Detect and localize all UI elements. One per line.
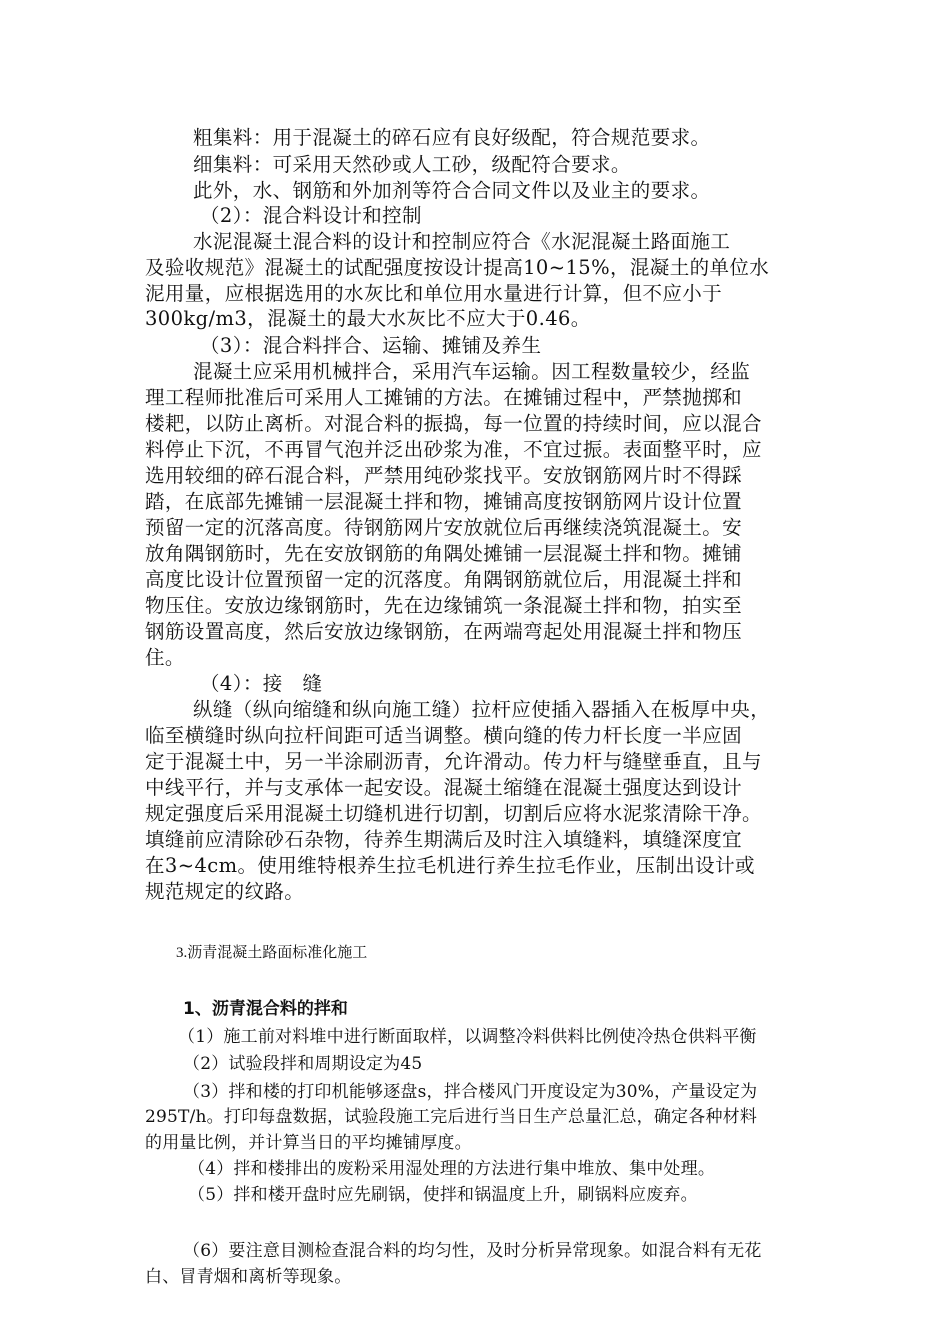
paragraph-line: 的用量比例，并计算当日的平均摊铺厚度。 (145, 1133, 472, 1153)
paragraph-line: 定于混凝土中，另一半涂刷沥青，允许滑动。传力杆与缝壁垂直，且与 (145, 750, 762, 773)
fine-aggregate-line: 细集料：可采用天然砂或人工砂，级配符合要求。 (193, 153, 631, 176)
other-materials-line: 此外，水、钢筋和外加剂等符合合同文件以及业主的要求。 (193, 179, 711, 202)
paragraph-line: 300kg/m3，混凝土的最大水灰比不应大于0.46。 (145, 307, 591, 330)
paragraph-line: （5）拌和楼开盘时应先刷锅，使拌和锅温度上升，刷锅料应废弃。 (188, 1185, 698, 1205)
paragraph-line: 295T/h。打印每盘数据，试验段施工完后进行当日生产总量汇总，确定各种材料 (145, 1107, 758, 1127)
paragraph-line: 纵缝（纵向缩缝和纵向施工缝）拉杆应使插入器插入在板厚中央， (193, 698, 771, 721)
paragraph-line: 泥用量，应根据选用的水灰比和单位用水量进行计算，但不应小于 (145, 282, 723, 305)
paragraph-line: 楼耙，以防止离析。对混合料的振捣，每一位置的持续时间，应以混合 (145, 412, 762, 435)
paragraph-line: （4）拌和楼排出的废粉采用湿处理的方法进行集中堆放、集中处理。 (188, 1159, 716, 1179)
paragraph-line: 物压住。安放边缘钢筋时，先在边缘铺筑一条混凝土拌和物，拍实至 (145, 594, 743, 617)
subheading-joints: （4）：接 缝 (200, 672, 323, 695)
paragraph-line: 选用较细的碎石混合料，严禁用纯砂浆找平。安放钢筋网片时不得踩 (145, 464, 743, 487)
paragraph-line: 放角隅钢筋时，先在安放钢筋的角隅处摊铺一层混凝土拌和物。摊铺 (145, 542, 743, 565)
paragraph-line: 及验收规范》混凝土的试配强度按设计提高10~15%，混凝土的单位水 (145, 256, 770, 279)
paragraph-line: 混凝土应采用机械拌合，采用汽车运输。因工程数量较少，经监 (193, 360, 751, 383)
section-heading: 3.沥青混凝土路面标准化施工 (176, 945, 368, 961)
paragraph-line: 在3~4cm。使用维特根养生拉毛机进行养生拉毛作业，压制出设计或 (145, 854, 755, 877)
subsection-heading: 1、沥青混合料的拌和 (183, 999, 348, 1019)
paragraph-line: 中线平行，并与支承体一起安设。混凝土缩缝在混凝土强度达到设计 (145, 776, 743, 799)
paragraph-line: 高度比设计位置预留一定的沉落度。角隅钢筋就位后，用混凝土拌和 (145, 568, 743, 591)
paragraph-line: 料停止下沉，不再冒气泡并泛出砂浆为准，不宜过振。表面整平时，应 (145, 438, 762, 461)
paragraph-line: 临至横缝时纵向拉杆间距可适当调整。横向缝的传力杆长度一半应固 (145, 724, 743, 747)
subheading-mixing-transport: （3）：混合料拌合、运输、摊铺及养生 (200, 334, 542, 357)
paragraph-line: 白、冒青烟和离析等现象。 (145, 1267, 352, 1287)
paragraph-line: （6）要注意目测检查混合料的均匀性，及时分析异常现象。如混合料有无花 (183, 1241, 762, 1261)
paragraph-line: 钢筋设置高度，然后安放边缘钢筋，在两端弯起处用混凝土拌和物压 (145, 620, 743, 643)
paragraph-line: （1）施工前对料堆中进行断面取样，以调整冷料供料比例使冷热仓供料平衡 (178, 1027, 757, 1047)
paragraph-line: 住。 (145, 646, 185, 669)
paragraph-line: 规定强度后采用混凝土切缝机进行切割，切割后应将水泥浆清除干净。 (145, 802, 762, 825)
paragraph-line: 预留一定的沉落高度。待钢筋网片安放就位后再继续浇筑混凝土。安 (145, 516, 743, 539)
paragraph-line: 踏，在底部先摊铺一层混凝土拌和物，摊铺高度按钢筋网片设计位置 (145, 490, 743, 513)
paragraph-line: 水泥混凝土混合料的设计和控制应符合《水泥混凝土路面施工 (193, 230, 731, 253)
coarse-aggregate-line: 粗集料：用于混凝土的碎石应有良好级配，符合规范要求。 (193, 126, 711, 149)
paragraph-line: （2）试验段拌和周期设定为45 (183, 1054, 423, 1074)
subheading-mix-design: （2）：混合料设计和控制 (200, 204, 422, 227)
paragraph-line: 填缝前应清除砂石杂物，待养生期满后及时注入填缝料，填缝深度宜 (145, 828, 743, 851)
paragraph-line: 理工程师批准后可采用人工摊铺的方法。在摊铺过程中，严禁抛掷和 (145, 386, 743, 409)
paragraph-line: （3）拌和楼的打印机能够逐盘s，拌合楼风门开度设定为30%，产量设定为 (183, 1082, 758, 1102)
paragraph-line: 规范规定的纹路。 (145, 880, 305, 903)
